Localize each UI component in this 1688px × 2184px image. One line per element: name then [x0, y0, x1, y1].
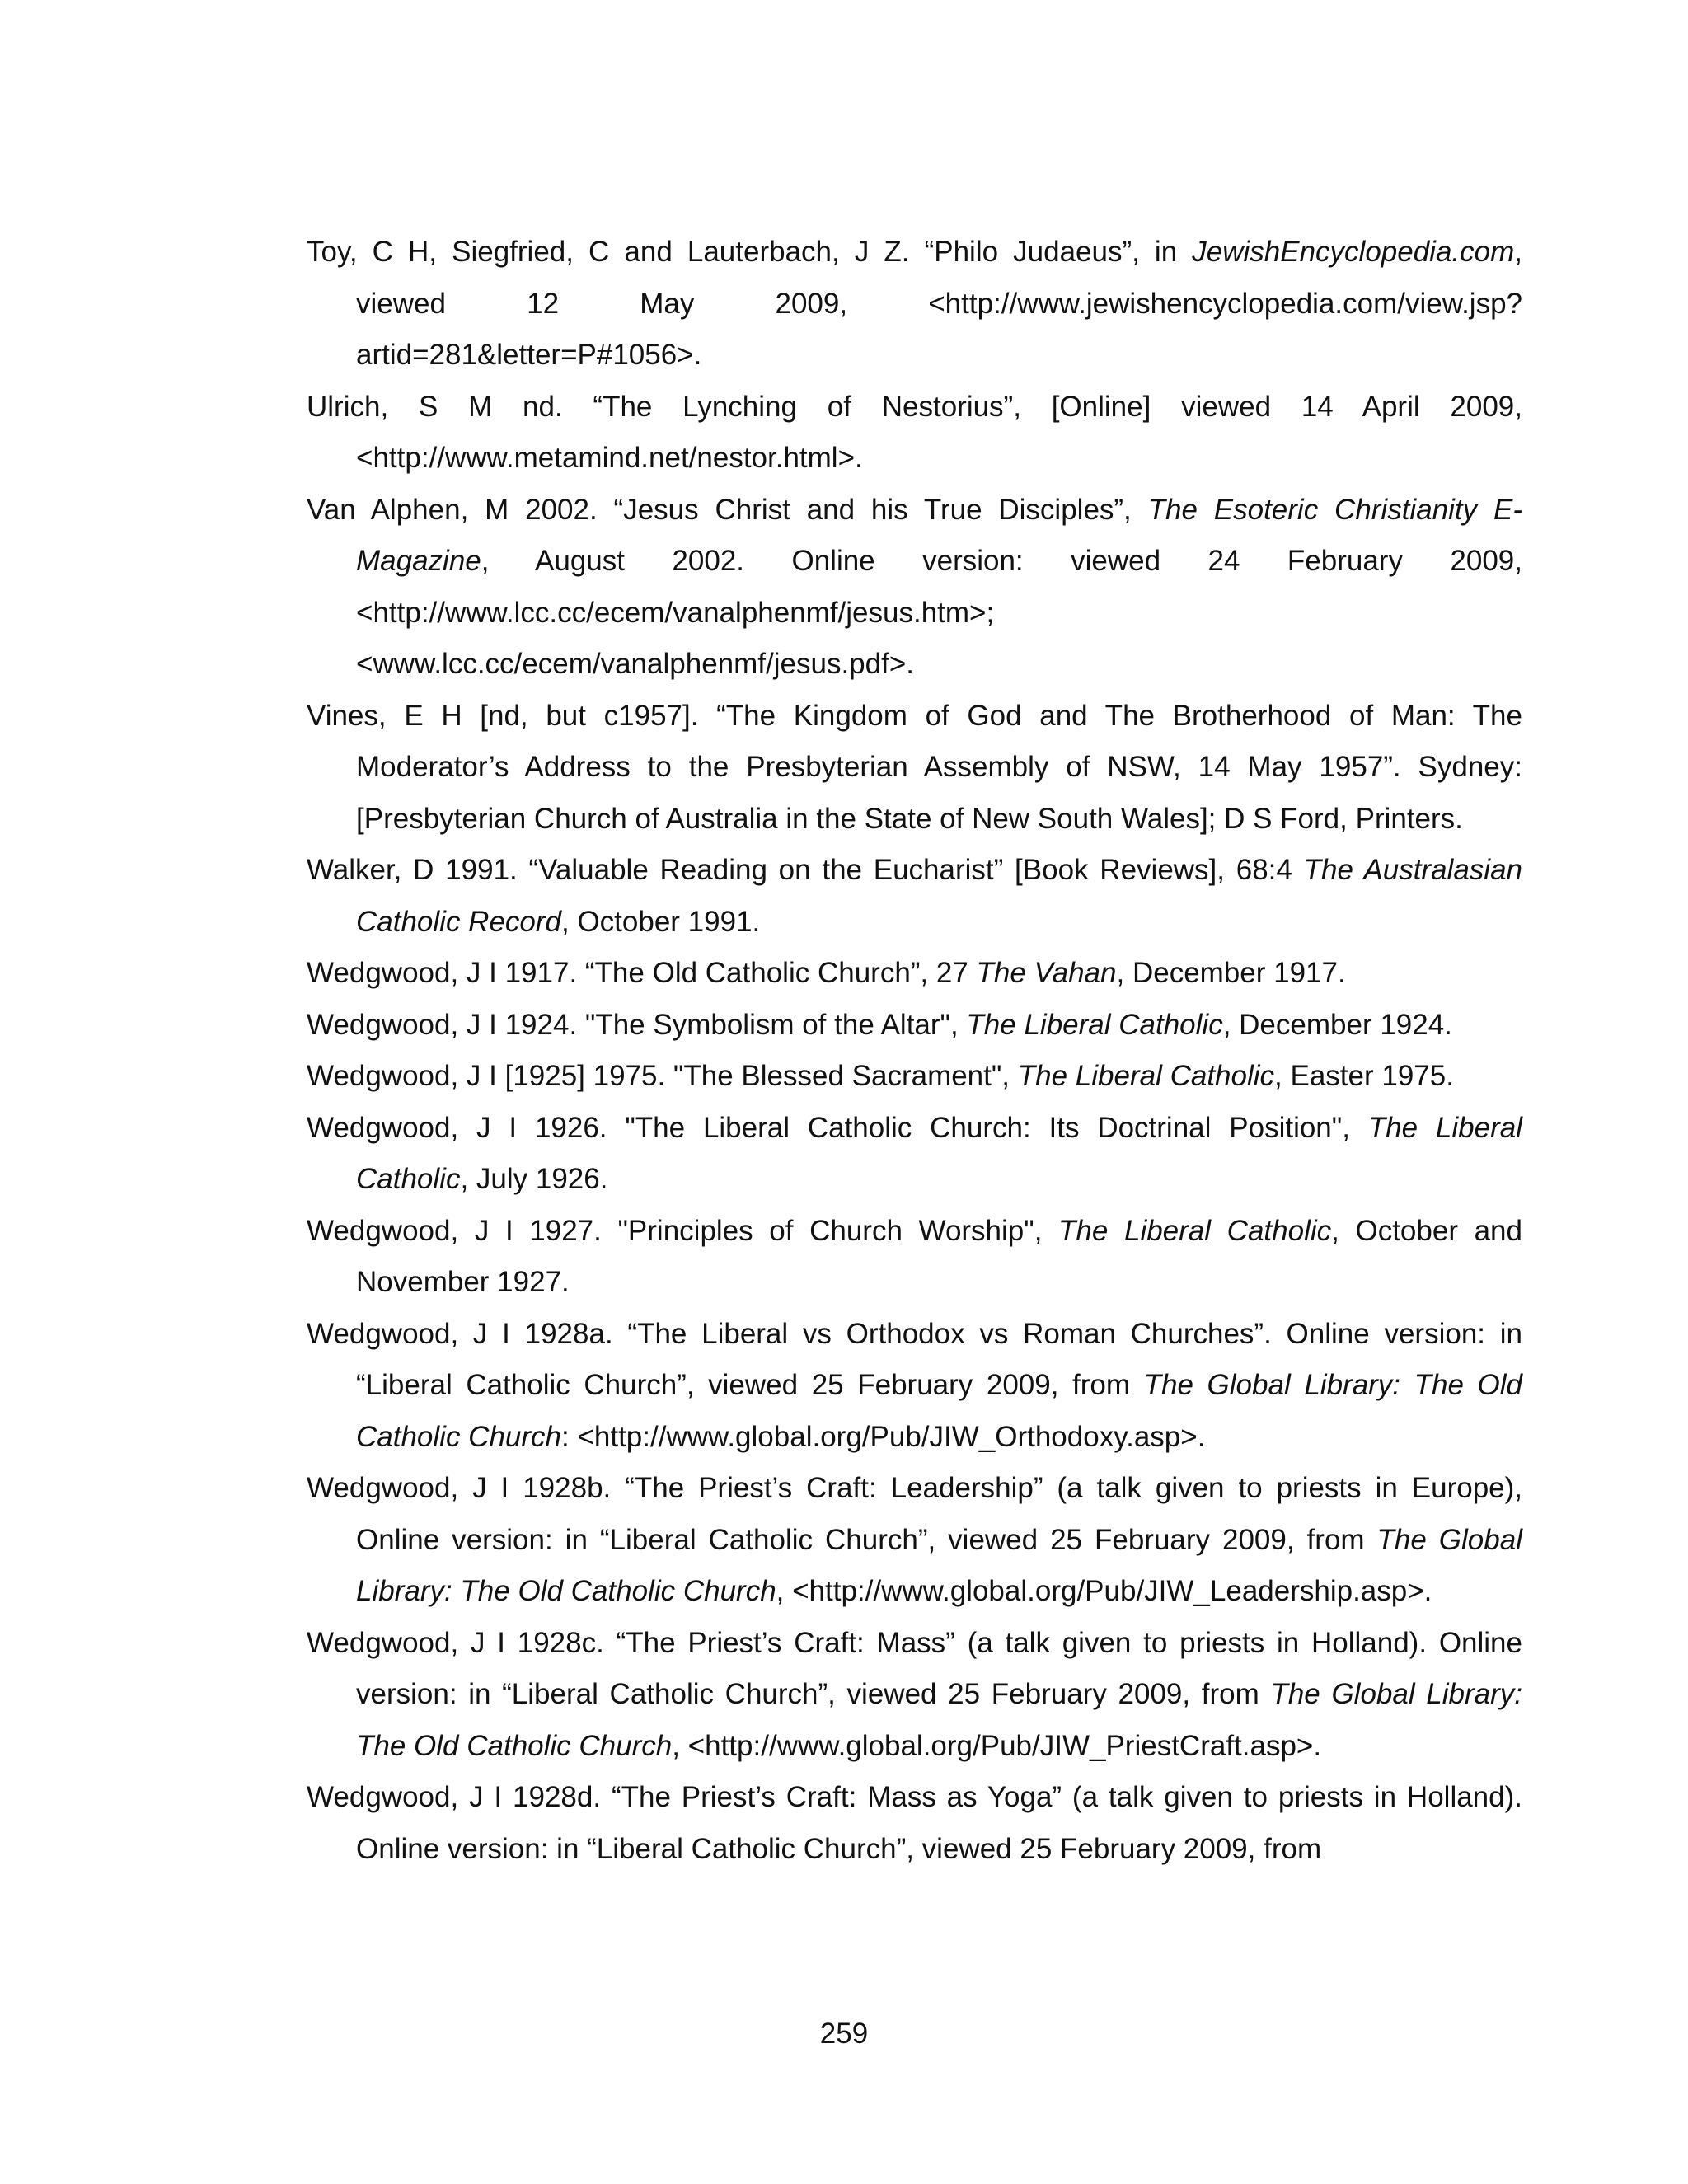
entry-italic-title: The Liberal Catholic	[1017, 1060, 1275, 1092]
entry-italic-title: The Global Library: The Old Catholic Church	[356, 1678, 1522, 1762]
entry-text: Van Alphen, M 2002. “Jesus Christ and his True Disciples”,	[307, 493, 1148, 526]
bibliography-entry	[307, 1206, 1522, 1309]
entry-italic-title: The Liberal Catholic	[356, 1111, 1522, 1195]
bibliography-entry	[307, 1051, 1522, 1103]
entry-text: Wedgwood, J I [1925] 1975. "The Blessed Sacrament",	[307, 1060, 1018, 1092]
bibliography-entry	[307, 1309, 1522, 1464]
bibliography-entry	[307, 948, 1522, 1000]
entry-italic-title: The Australasian Catholic Record	[356, 854, 1523, 938]
entry-text: Ulrich, S M nd. “The Lynching of Nestorius”, [Online] viewed 14 April 2009, <http://www.metamind.net/nestor.html>.	[307, 390, 1522, 474]
entry-italic-title: The Esoteric Christianity E-Magazine	[356, 493, 1522, 577]
bibliography-entry	[307, 1000, 1522, 1052]
bibliography-entry	[307, 1618, 1522, 1773]
entry-text-tail: , <http://www.global.org/Pub/JIW_Leadership.asp>.	[776, 1575, 1432, 1607]
bibliography-entry	[307, 845, 1522, 948]
entry-text: Wedgwood, J I 1928a. “The Liberal vs Orthodox vs Roman Churches”. Online version: in “Liberal Catholic Church”, viewed 25 February 2009, from	[307, 1317, 1522, 1401]
entry-text-tail: , July 1926.	[460, 1163, 608, 1195]
entry-italic-title: JewishEncyclopedia.com	[1192, 236, 1515, 268]
entry-italic-title: The Liberal Catholic	[966, 1008, 1223, 1041]
entry-text-tail: , October and November 1927.	[356, 1214, 1522, 1298]
page-number: 259	[819, 2018, 869, 2050]
bibliography-entry	[307, 227, 1522, 382]
bibliography-entry	[307, 485, 1522, 691]
bibliography-entry	[307, 1463, 1522, 1618]
entry-italic-title: The Vahan	[976, 957, 1117, 989]
entry-text-tail: , August 2002. Online version: viewed 24 February 2009, <http://www.lcc.cc/ecem/vanalphenmf/jesus.htm>; <www.lcc.cc/ecem/vanalphenmf/jesus.pdf>.	[356, 545, 1522, 680]
entry-text: Wedgwood, J I 1926. "The Liberal Catholic Church: Its Doctrinal Position",	[307, 1111, 1368, 1144]
bibliography-entry	[307, 1103, 1522, 1206]
entry-text: Wedgwood, J I 1928b. “The Priest’s Craft: Leadership” (a talk given to priests in Europe), Online version: in “Liberal Catholic Church”, viewed 25 February 2009, from	[307, 1472, 1522, 1556]
entry-text: Wedgwood, J I 1928d. “The Priest’s Craft: Mass as Yoga” (a talk given to priests in Holland). Online version: in “Liberal Catholic Church”, viewed 25 February 2009, from	[307, 1781, 1522, 1865]
entry-text-tail: : <http://www.global.org/Pub/JIW_Orthodoxy.asp>.	[561, 1420, 1206, 1453]
entry-text: Wedgwood, J I 1927. "Principles of Church Worship",	[307, 1214, 1059, 1247]
entry-text: Wedgwood, J I 1928c. “The Priest’s Craft: Mass” (a talk given to priests in Holland). Online version: in “Liberal Catholic Church”, viewed 25 February 2009, from	[307, 1626, 1522, 1710]
entry-text: Vines, E H [nd, but c1957]. “The Kingdom of God and The Brotherhood of Man: The Moderator’s Address to the Presbyterian Assembly of NSW, 14 May 1957”. Sydney: [Presbyterian Church of Australia in the State of New South Wales]; D S Ford, Printers.	[307, 699, 1522, 835]
entry-text: Wedgwood, J I 1924. "The Symbolism of the Altar",	[307, 1008, 967, 1041]
bibliography-entry	[307, 1772, 1522, 1875]
entry-italic-title: The Liberal Catholic	[1058, 1214, 1332, 1247]
entry-italic-title: The Global Library: The Old Catholic Church	[356, 1523, 1522, 1607]
entry-text-tail: , viewed 12 May 2009, <http://www.jewishencyclopedia.com/view.jsp?artid=281&letter=P#1056>.	[356, 236, 1522, 371]
bibliography-entry	[307, 382, 1522, 485]
entry-text: Walker, D 1991. “Valuable Reading on the Eucharist” [Book Reviews], 68:4	[307, 854, 1304, 886]
bibliography-list	[307, 227, 1522, 1875]
entry-text: Wedgwood, J I 1917. “The Old Catholic Church”, 27	[307, 957, 977, 989]
entry-text-tail: , December 1917.	[1116, 957, 1346, 989]
bibliography-entry	[307, 691, 1522, 846]
entry-text: Toy, C H, Siegfried, C and Lauterbach, J Z. “Philo Judaeus”, in	[307, 236, 1193, 268]
entry-text-tail: , Easter 1975.	[1274, 1060, 1454, 1092]
entry-text-tail: , <http://www.global.org/Pub/JIW_PriestCraft.asp>.	[672, 1729, 1322, 1762]
entry-italic-title: The Global Library: The Old Catholic Church	[356, 1369, 1522, 1453]
entry-text-tail: , October 1991.	[561, 905, 761, 938]
entry-text-tail: , December 1924.	[1222, 1008, 1452, 1041]
